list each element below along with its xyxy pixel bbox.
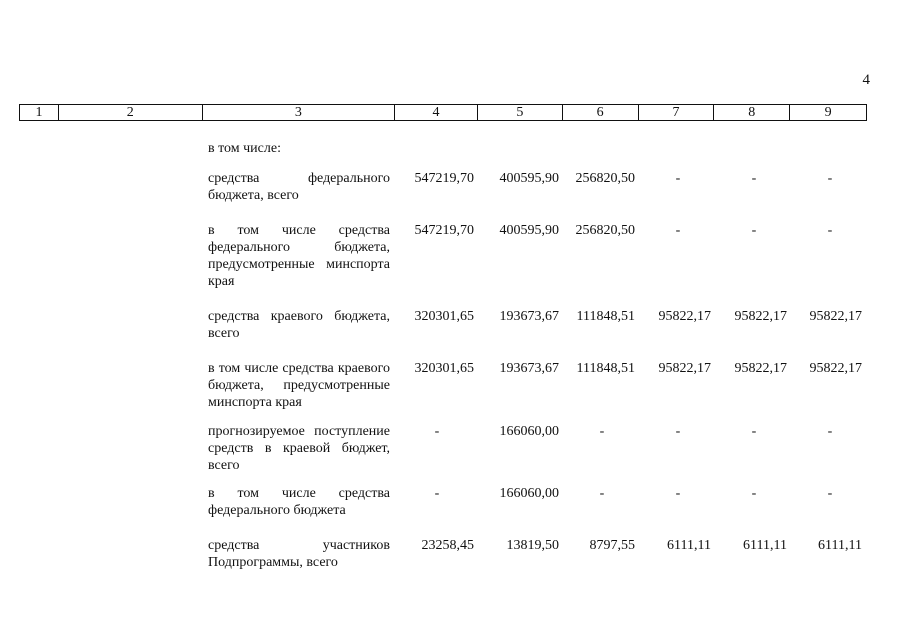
cell-col-6: - (599, 424, 605, 439)
cell-col-6: - (599, 486, 605, 501)
cell-col-6: 111848,51 (576, 309, 635, 324)
cell-col-9: 6111,11 (818, 538, 862, 553)
row-label: средства федерального бюджета, всего (208, 171, 390, 203)
row-label: прогнозируемое поступление средств в краевой бюджет, всего (208, 424, 390, 473)
cell-col-9: - (827, 223, 833, 238)
cell-col-9: 95822,17 (809, 309, 862, 324)
cell-col-7: 6111,11 (667, 538, 711, 553)
page-number: 4 (862, 72, 870, 88)
cell-col-8: 95822,17 (734, 361, 787, 376)
cell-col-5: 400595,90 (499, 223, 559, 238)
header-cell-6: 6 (563, 105, 639, 120)
cell-col-8: - (751, 486, 757, 501)
cell-col-5: 400595,90 (499, 171, 559, 186)
cell-col-5: 193673,67 (499, 309, 559, 324)
row-label: средства краевого бюджета, всего (208, 309, 390, 341)
row-label: в том числе средства федерального бюджета, предусмотренные минспорта края (208, 223, 390, 289)
header-cell-2: 2 (59, 105, 203, 120)
cell-col-6: 256820,50 (575, 223, 635, 238)
cell-col-7: - (675, 424, 681, 439)
cell-col-4: 547219,70 (414, 171, 474, 186)
cell-col-5: 13819,50 (506, 538, 559, 553)
cell-col-8: - (751, 424, 757, 439)
cell-col-5: 166060,00 (499, 424, 559, 439)
header-cell-1: 1 (20, 105, 59, 120)
cell-col-9: 95822,17 (809, 361, 862, 376)
table-header-row (19, 104, 867, 121)
cell-col-8: 6111,11 (743, 538, 787, 553)
cell-col-4: 320301,65 (414, 361, 474, 376)
header-cell-9: 9 (824, 105, 832, 120)
cell-col-5: 193673,67 (499, 361, 559, 376)
cell-col-4: 547219,70 (414, 223, 474, 238)
cell-col-7: 95822,17 (658, 309, 711, 324)
header-cell-4: 4 (395, 105, 478, 120)
header-cell-5: 5 (478, 105, 563, 120)
row-label: в том числе средства федерального бюджета (208, 486, 390, 518)
cell-col-4: - (434, 424, 440, 439)
cell-col-7: - (675, 486, 681, 501)
row-label: средства участников Подпрограммы, всего (208, 538, 390, 570)
cell-col-8: - (751, 223, 757, 238)
cell-col-7: - (675, 223, 681, 238)
cell-col-4: - (434, 486, 440, 501)
cell-col-8: 95822,17 (734, 309, 787, 324)
cell-col-9: - (827, 424, 833, 439)
header-cell-7: 7 (639, 105, 715, 120)
row-label: в том числе средства краевого бюджета, предусмотренные минспорта края (208, 361, 390, 410)
cell-col-5: 166060,00 (499, 486, 559, 501)
cell-col-7: 95822,17 (658, 361, 711, 376)
cell-col-6: 256820,50 (575, 171, 635, 186)
cell-col-9: - (827, 486, 833, 501)
cell-col-7: - (675, 171, 681, 186)
cell-col-6: 8797,55 (589, 538, 635, 553)
row-label: в том числе: (208, 141, 281, 156)
cell-col-6: 111848,51 (576, 361, 635, 376)
header-cell-3: 3 (203, 105, 396, 120)
cell-col-4: 23258,45 (421, 538, 474, 553)
header-cell-8: 8 (714, 105, 790, 120)
cell-col-8: - (751, 171, 757, 186)
cell-col-4: 320301,65 (414, 309, 474, 324)
cell-col-9: - (827, 171, 833, 186)
